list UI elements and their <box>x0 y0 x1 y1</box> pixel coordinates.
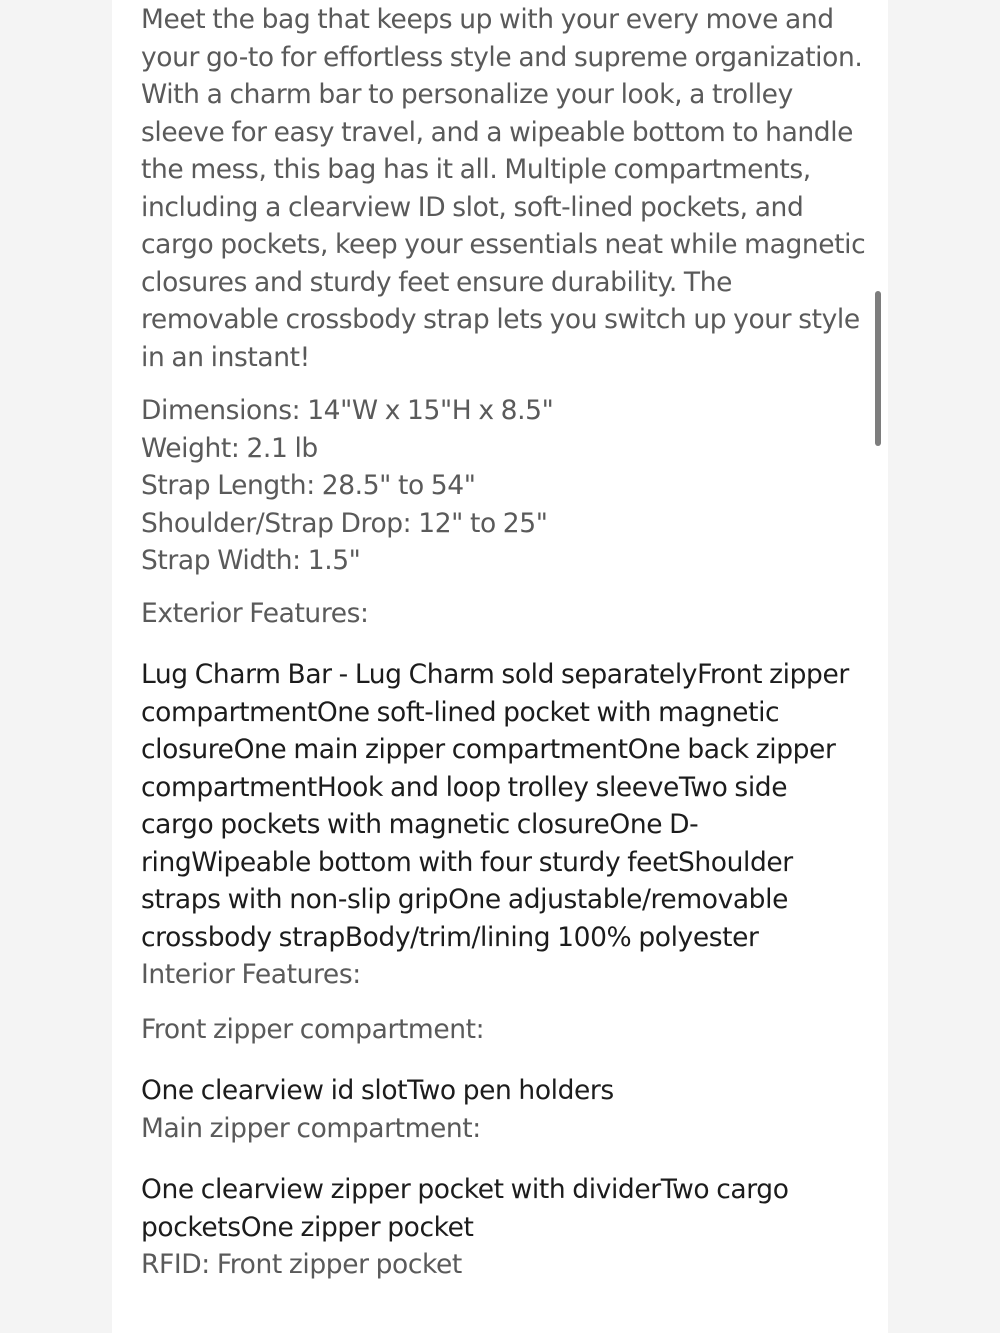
exterior-features-heading: Exterior Features: <box>141 597 369 629</box>
spec-strap-drop: Shoulder/Strap Drop: 12" to 25" <box>141 507 548 539</box>
specifications-list <box>141 392 866 580</box>
spec-weight: Weight: 2.1 lb <box>141 432 318 464</box>
rfid-note: RFID: Front zipper pocket <box>141 1249 462 1280</box>
vertical-scrollbar[interactable] <box>875 291 881 446</box>
product-description: Meet the bag that keeps up with your every move and your go-to for effortless style and supreme organization. With a charm bar to personalize your look, a trolley sleeve for easy travel, and a wipeable bottom to handle the mess, this bag has it all. Multiple compartments, including a clearview ID slot, soft-lined pockets, and cargo pockets, keep your essentials neat while magnetic closures and sturdy feet ensure durability. The removable crossbody strap lets you switch up your style in an instant! <box>141 4 866 373</box>
interior-features-heading: Interior Features: <box>141 959 361 990</box>
product-description-section <box>141 0 866 1284</box>
front-compartment-list: One clearview id slotTwo pen holders <box>141 1075 614 1106</box>
spec-strap-length: Strap Length: 28.5" to 54" <box>141 470 476 501</box>
exterior-features-list: Lug Charm Bar - Lug Charm sold separatelyFront zipper compartmentOne soft-lined pocket with magnetic closureOne main zipper compartmentOne back zipper compartmentHook and loop trolley sleeveTwo side cargo pockets with magnetic closureOne D-ringWipeable bottom with four sturdy feetShoulder straps with non-slip gripOne adjustable/removable crossbody strapBody/trim/lining 100% polyester <box>141 659 849 953</box>
front-compartment-heading: Front zipper compartment: <box>141 1013 485 1045</box>
spec-strap-width: Strap Width: 1.5" <box>141 545 361 576</box>
main-compartment-list: One clearview zipper pocket with dividerTwo cargo pocketsOne zipper pocket <box>141 1174 789 1243</box>
main-compartment-heading: Main zipper compartment: <box>141 1112 481 1144</box>
spec-dimensions: Dimensions: 14"W x 15"H x 8.5" <box>141 395 554 426</box>
